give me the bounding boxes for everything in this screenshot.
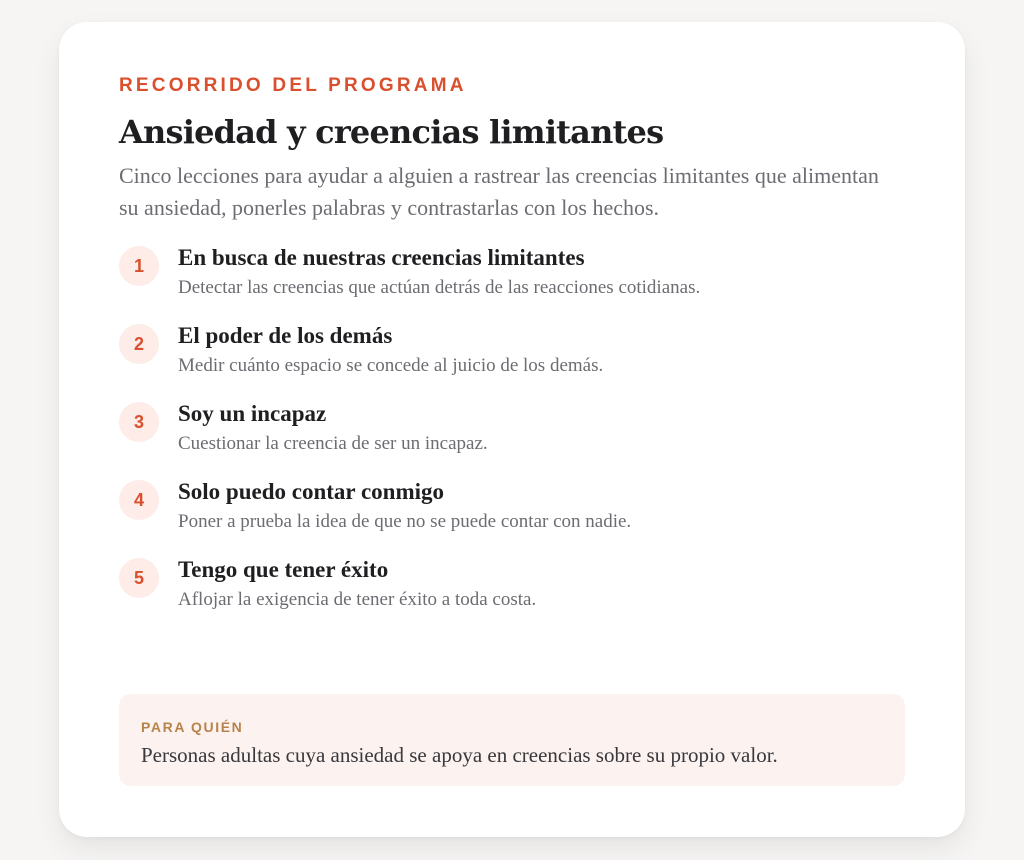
lesson-item-2 [119,322,905,400]
lesson-description: Poner a prueba la idea de que no se puede contar con nadie. [178,511,632,532]
lesson-text [178,556,536,613]
lesson-item-4 [119,478,905,556]
lesson-title: Soy un incapaz [178,401,327,426]
lesson-text [178,322,603,379]
lesson-description: Medir cuánto espacio se concede al juicio de los demás. [178,355,604,376]
lesson-title: En busca de nuestras creencias limitantes [178,245,585,270]
lesson-description: Aflojar la exigencia de tener éxito a toda costa. [178,589,537,610]
lesson-list [119,244,905,634]
lesson-text [178,478,631,535]
lesson-description: Cuestionar la creencia de ser un incapaz. [178,433,488,454]
lesson-text [178,244,700,301]
audience-text: Personas adultas cuya ansiedad se apoya en creencias sobre su propio valor. [141,743,778,767]
lesson-item-3 [119,400,905,478]
lesson-text [178,400,488,457]
lesson-description: Detectar las creencias que actúan detrás de las reacciones cotidianas. [178,277,701,298]
section-eyebrow: RECORRIDO DEL PROGRAMA [119,75,467,96]
audience-label: PARA QUIÉN [141,719,244,735]
program-card [59,22,965,837]
audience-callout [119,694,905,786]
program-intro: Cinco lecciones para ayudar a alguien a rastrear las creencias limitantes que alimentan su ansiedad, ponerles palabras y contrastarlas con los hechos. [119,163,879,220]
lesson-number-badge: 4 [119,480,159,520]
lesson-item-5 [119,556,905,634]
lesson-title: Solo puedo contar conmigo [178,479,445,504]
lesson-item-1 [119,244,905,322]
lesson-number-badge: 5 [119,558,159,598]
lesson-title: El poder de los demás [178,323,393,348]
lesson-title: Tengo que tener éxito [178,557,389,582]
lesson-number-badge: 2 [119,324,159,364]
lesson-number-badge: 1 [119,246,159,286]
lesson-number-badge: 3 [119,402,159,442]
page-title: Ansiedad y creencias limitantes [119,113,664,151]
